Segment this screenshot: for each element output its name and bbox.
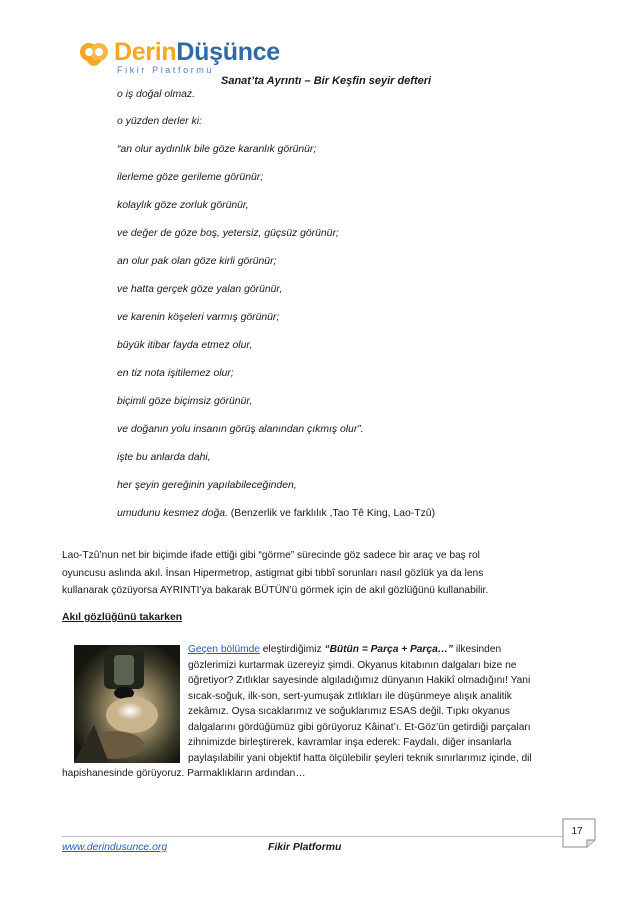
poem-line: “an olur aydınlık bile göze karanlık görünür; bbox=[117, 144, 317, 155]
poem-line: büyük itibar fayda etmez olur, bbox=[117, 340, 253, 351]
logo-wordmark-part2: Düşünce bbox=[176, 38, 280, 66]
section-text-fragment: ilkesinden bbox=[453, 644, 502, 655]
poem-line: kolaylık göze zorluk görünür, bbox=[117, 200, 249, 211]
poem-line: umudunu kesmez doğa. bbox=[117, 508, 228, 519]
section-line: paylaşılabilir yani objektif hatta ölçülebilir şeyleri teknik sınırlarımız içinde, dil bbox=[188, 752, 532, 764]
poem-line: ve karenin köşeleri varmış görünür; bbox=[117, 312, 280, 323]
section-line: zihnimizde birleştirerek, kavramlar inşa ederek: Faydalı, diğer insanlarla bbox=[188, 737, 512, 748]
logo-tagline: Fikir Platformu bbox=[117, 65, 215, 75]
poem-line: o yüzden derler ki: bbox=[117, 116, 202, 127]
section-heading: Akıl gözlüğünü takarken bbox=[62, 612, 183, 623]
logo-wordmark bbox=[114, 38, 280, 66]
body-paragraph bbox=[62, 547, 532, 600]
section-text-fragment: eleştirdiğimiz bbox=[259, 644, 325, 655]
poem-last-line bbox=[117, 507, 435, 521]
poem-line: ve doğanın yolu insanın görüş alanından çıkmış olur”. bbox=[117, 424, 364, 435]
poem-line: biçimli göze biçimsiz görünür, bbox=[117, 396, 253, 407]
poem-line: en tiz nota işitilemez olur; bbox=[117, 368, 234, 379]
paragraph-line: kullanarak çözüyorsa AYRINTI’ya bakarak BÜTÜN’ü görmek için de akıl gözlüğünü kullanabilir. bbox=[62, 585, 489, 596]
section-line: dalgalarını gördüğümüz gibi görüyoruz Kâinat’ı. Et-Göz’ün getirdiği parçaları bbox=[188, 721, 531, 733]
section-line: zekâmız. Oysa sıcaklarımız ve soğuklarımız ESAS değil. Tıpkı okyanus bbox=[188, 706, 510, 717]
poem-line: ve hatta gerçek göze yalan görünür, bbox=[117, 284, 283, 295]
poem-line: ve değer de göze boş, yetersiz, güçsüz görünür; bbox=[117, 228, 339, 239]
section-line: sıcak-soğuk, ilk-son, sert-yumuşak zıtlıkları ile düşünmeye alışık analitik bbox=[188, 690, 512, 702]
footer-divider bbox=[62, 836, 562, 837]
section-first-line bbox=[188, 642, 533, 658]
poem-line: an olur pak olan göze kirli görünür; bbox=[117, 256, 277, 267]
section-line: öğretiyor? Zıtlıklar sayesinde algıladığımız dünyanın Hakikî olmadığını! Yani bbox=[188, 675, 531, 686]
brain-logo-icon bbox=[78, 40, 110, 72]
paragraph-line: oyuncusu aslında akıl. İnsan Hipermetrop, astigmat gibi tıbbî sorunları nasıl gözlük ya da lens bbox=[62, 567, 484, 579]
page-number: 17 bbox=[571, 826, 583, 837]
poem-line: ilerleme göze gerileme görünür; bbox=[117, 172, 264, 183]
section-line: gözlerimizi kurtarmak üzereyiz şimdi. Okyanus kitabının dalgaları bize ne bbox=[188, 659, 517, 671]
paragraph-line: Lao-Tzû’nun net bir biçimde ifade ettiği gibi “görme” sürecinde göz sadece bir araç ve baş rol bbox=[62, 550, 480, 561]
logo bbox=[78, 38, 278, 78]
poem-line: işte bu anlarda dahi, bbox=[117, 452, 211, 463]
section-line: hapishanesinde görüyoruz. Parmaklıkların ardından… bbox=[62, 768, 306, 779]
poem-citation: (Benzerlik ve farklılık ,Tao Tê King, Lao-Tzû) bbox=[230, 508, 436, 519]
poem-line: her şeyin gereğinin yapılabileceğinden, bbox=[117, 480, 297, 491]
eye-exam-photo bbox=[74, 645, 180, 763]
poem-line: o iş doğal olmaz. bbox=[117, 89, 195, 100]
section-quote: “Bütün = Parça + Parça…” bbox=[324, 644, 454, 655]
footer-platform-name: Fikir Platformu bbox=[268, 842, 342, 853]
page-title: Sanat’ta Ayrıntı – Bir Keşfin seyir defteri bbox=[221, 75, 432, 87]
page-number-box bbox=[562, 818, 596, 848]
section-final-text bbox=[62, 766, 538, 782]
previous-section-link[interactable]: Geçen bölümde bbox=[188, 644, 260, 655]
logo-wordmark-part1: Derin bbox=[114, 38, 177, 66]
footer-website-link[interactable]: www.derindusunce.org bbox=[62, 842, 168, 853]
section-paragraph bbox=[188, 642, 533, 766]
